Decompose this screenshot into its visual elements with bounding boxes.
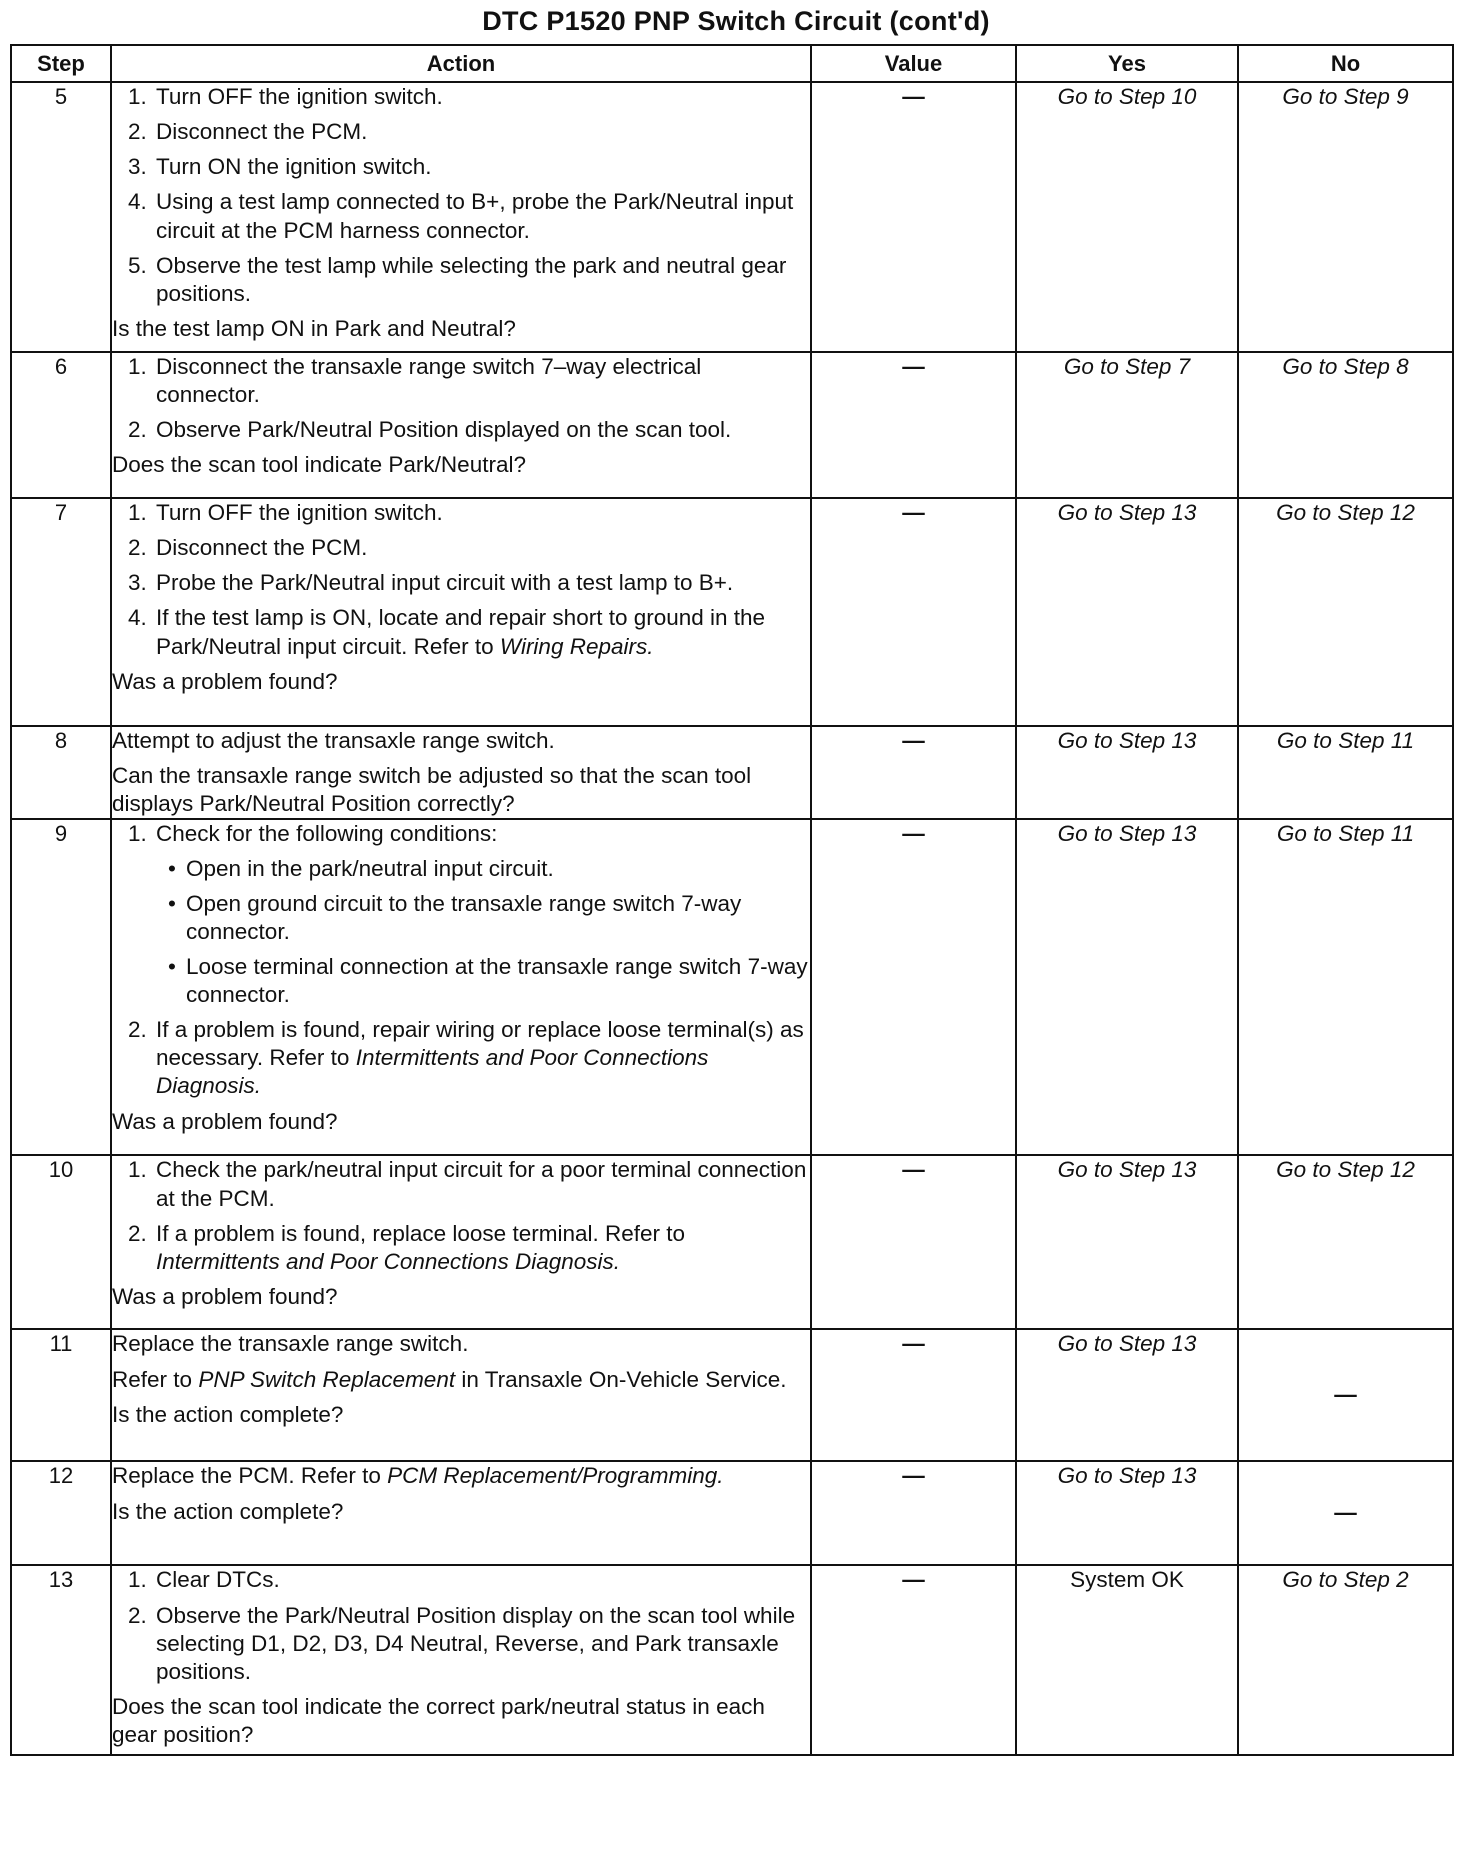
value-cell: —: [811, 1565, 1016, 1755]
condition-list: [156, 855, 810, 1010]
action-cell: [111, 1329, 811, 1461]
reference-link: Wiring Repairs.: [499, 633, 654, 659]
action-question: Was a problem found?: [112, 1283, 338, 1309]
action-cell: [111, 1565, 811, 1755]
table-row: [11, 1565, 1453, 1755]
action-text: Replace the PCM. Refer to PCM Replacement/Programming.: [112, 1463, 724, 1489]
yes-cell: Go to Step 10: [1016, 82, 1238, 352]
action-cell: [111, 819, 811, 1155]
step-number: 9: [11, 819, 111, 1155]
action-cell: [111, 498, 811, 726]
action-item: 2. Disconnect the PCM.: [128, 535, 368, 561]
action-item: 2. Observe Park/Neutral Position displayed on the scan tool.: [128, 417, 732, 443]
action-cell: [111, 726, 811, 819]
step-number: 11: [11, 1329, 111, 1461]
header-step: Step: [11, 45, 111, 82]
reference-link: PNP Switch Replacement: [198, 1366, 456, 1392]
step-number: 10: [11, 1155, 111, 1329]
reference-link: Intermittents and Poor Connections Diagnosis.: [156, 1045, 709, 1099]
action-question: Was a problem found?: [112, 668, 338, 694]
table-row: [11, 1155, 1453, 1329]
action-question: Was a problem found?: [112, 1108, 338, 1134]
header-yes: Yes: [1016, 45, 1238, 82]
action-cell: [111, 1461, 811, 1565]
action-list: [112, 83, 810, 308]
yes-cell: Go to Step 13: [1016, 1155, 1238, 1329]
table-header-row: [11, 45, 1453, 82]
table-row: [11, 352, 1453, 498]
action-question: Is the action complete?: [112, 1401, 344, 1427]
no-cell: Go to Step 9: [1238, 82, 1453, 352]
value-cell: —: [811, 82, 1016, 352]
no-cell: Go to Step 8: [1238, 352, 1453, 498]
reference-link: PCM Replacement/Programming.: [387, 1463, 724, 1489]
condition-item: • Open ground circuit to the transaxle range switch 7-way connector.: [156, 890, 810, 946]
action-question: Is the test lamp ON in Park and Neutral?: [112, 315, 516, 341]
condition-item: • Loose terminal connection at the transaxle range switch 7-way connector.: [156, 953, 810, 1009]
no-cell: —: [1238, 1329, 1453, 1461]
action-list: [112, 820, 810, 1100]
action-list: [112, 353, 810, 444]
value-cell: —: [811, 819, 1016, 1155]
yes-cell: Go to Step 13: [1016, 1329, 1238, 1461]
no-cell: —: [1238, 1461, 1453, 1565]
yes-cell: Go to Step 13: [1016, 498, 1238, 726]
value-cell: —: [811, 498, 1016, 726]
action-list: [112, 1156, 810, 1276]
header-no: No: [1238, 45, 1453, 82]
reference-link: Intermittents and Poor Connections Diagnosis.: [156, 1248, 620, 1274]
step-number: 13: [11, 1565, 111, 1755]
action-text: Refer to PNP Switch Replacement in Transaxle On-Vehicle Service.: [112, 1366, 787, 1392]
action-item: 3. Turn ON the ignition switch.: [128, 154, 432, 180]
no-cell: Go to Step 12: [1238, 498, 1453, 726]
value-cell: —: [811, 726, 1016, 819]
action-item: 1. Turn OFF the ignition switch.: [128, 84, 443, 109]
table-row: [11, 726, 1453, 819]
action-cell: [111, 82, 811, 352]
action-cell: [111, 1155, 811, 1329]
step-number: 8: [11, 726, 111, 819]
table-row: [11, 498, 1453, 726]
value-cell: —: [811, 1155, 1016, 1329]
action-item: 1. Clear DTCs.: [128, 1567, 280, 1593]
action-text: Replace the transaxle range switch.: [112, 1331, 469, 1357]
step-number: 7: [11, 498, 111, 726]
action-item: 2. Observe the Park/Neutral Position display on the scan tool while selecting D1, D2, D3, D4 Neutral, Reverse, and Park transaxle positions.: [128, 1602, 796, 1684]
header-value: Value: [811, 45, 1016, 82]
step-number: 12: [11, 1461, 111, 1565]
no-cell: Go to Step 12: [1238, 1155, 1453, 1329]
no-cell: Go to Step 11: [1238, 819, 1453, 1155]
action-item: 2. If a problem is found, replace loose terminal. Refer to Intermittents and Poor Connections Diagnosis.: [128, 1220, 686, 1274]
action-question: Does the scan tool indicate the correct park/neutral status in each gear position?: [112, 1693, 765, 1747]
table-row: [11, 82, 1453, 352]
action-item: 1. Turn OFF the ignition switch.: [128, 500, 443, 525]
action-item: 5. Observe the test lamp while selecting the park and neutral gear positions.: [128, 252, 787, 306]
action-question: Can the transaxle range switch be adjusted so that the scan tool displays Park/Neutral Position correctly?: [112, 763, 752, 817]
no-cell: Go to Step 2: [1238, 1565, 1453, 1755]
document-title: DTC P1520 PNP Switch Circuit (cont'd): [482, 6, 990, 36]
action-question: Is the action complete?: [112, 1498, 344, 1524]
diagnostic-table: [10, 44, 1454, 1756]
action-text: Attempt to adjust the transaxle range switch.: [112, 728, 555, 753]
action-item: 4. If the test lamp is ON, locate and repair short to ground in the Park/Neutral input circuit. Refer to Wiring Repairs.: [128, 605, 766, 659]
no-cell: Go to Step 11: [1238, 726, 1453, 819]
condition-item: • Open in the park/neutral input circuit.: [156, 855, 810, 883]
action-list: [112, 499, 810, 661]
table-row: [11, 1329, 1453, 1461]
action-cell: [111, 352, 811, 498]
table-row: [11, 1461, 1453, 1565]
yes-cell: Go to Step 13: [1016, 1461, 1238, 1565]
header-action: Action: [111, 45, 811, 82]
action-item: 1. Check the park/neutral input circuit for a poor terminal connection at the PCM.: [128, 1157, 807, 1211]
action-question: Does the scan tool indicate Park/Neutral?: [112, 452, 526, 478]
action-item: 3. Probe the Park/Neutral input circuit with a test lamp to B+.: [128, 570, 734, 596]
step-number: 5: [11, 82, 111, 352]
yes-cell: Go to Step 13: [1016, 726, 1238, 819]
step-number: 6: [11, 352, 111, 498]
yes-cell: Go to Step 7: [1016, 352, 1238, 498]
yes-cell: Go to Step 13: [1016, 819, 1238, 1155]
value-cell: —: [811, 1329, 1016, 1461]
action-list: [112, 1566, 810, 1686]
table-row: [11, 819, 1453, 1155]
value-cell: —: [811, 1461, 1016, 1565]
value-cell: —: [811, 352, 1016, 498]
action-item: 1. Check for the following conditions: • Open in the park/neutral input circuit. • Open ground circuit to the transaxle range switch 7-way connector. • Loose terminal connection at the transaxle range switch 7-way connector.: [112, 820, 810, 1009]
action-item: 2. If a problem is found, repair wiring or replace loose terminal(s) as necessary. Refer to Intermittents and Poor Connections Diagnosis.: [128, 1017, 804, 1099]
yes-cell: System OK: [1016, 1565, 1238, 1755]
action-item: 4. Using a test lamp connected to B+, probe the Park/Neutral input circuit at the PCM harness connector.: [128, 189, 794, 243]
action-item: 1. Disconnect the transaxle range switch 7–way electrical connector.: [128, 354, 702, 408]
action-item: 2. Disconnect the PCM.: [128, 119, 368, 145]
